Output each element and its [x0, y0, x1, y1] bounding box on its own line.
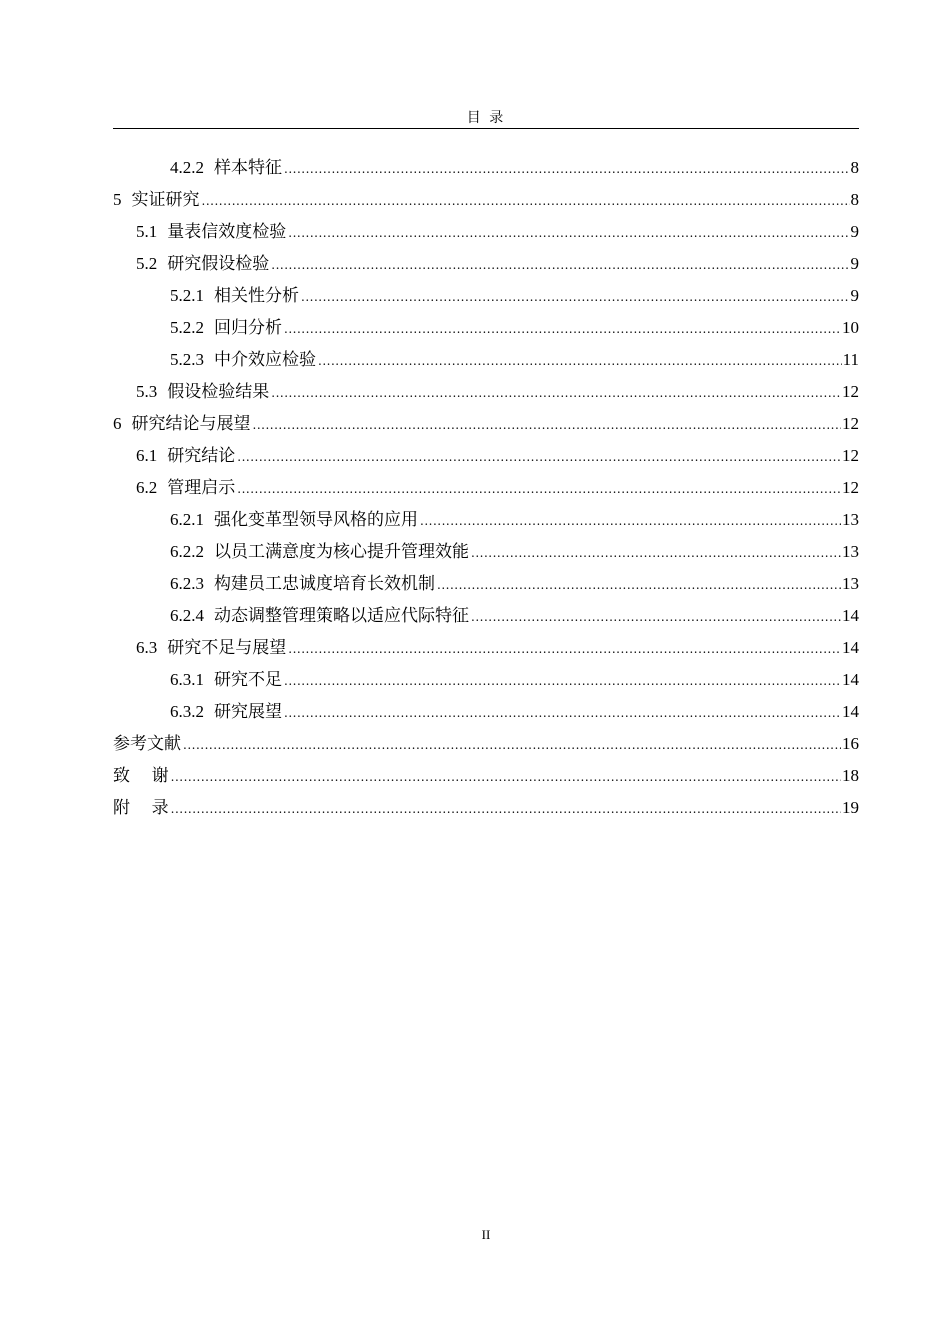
toc-entry[interactable] [113, 760, 859, 792]
toc-leader-dots [471, 601, 841, 633]
toc-leader-dots [284, 665, 841, 697]
toc-entry-page: 18 [842, 766, 859, 785]
toc-entry-number: 6.2 [136, 478, 158, 497]
toc-entry-number: 6 [113, 414, 122, 433]
toc-entry-title: 构建员工忠诚度培育长效机制 [214, 574, 435, 594]
toc-entry[interactable] [113, 792, 859, 824]
toc-entry-title: 附 录 [113, 798, 169, 818]
toc-entry-page: 11 [842, 350, 859, 369]
toc-entry-number: 6.2.4 [170, 606, 204, 625]
toc-entry-number: 6.3.1 [170, 670, 204, 689]
toc-entry-title: 研究展望 [214, 702, 282, 722]
toc-entry-page: 14 [842, 638, 859, 657]
toc-entry-page: 10 [842, 318, 859, 337]
page-header-title: 目 录 [466, 110, 506, 126]
toc-entry-title: 致 谢 [113, 766, 169, 786]
header-rule [113, 128, 859, 129]
toc-entry[interactable] [113, 280, 859, 312]
toc-entry-page: 9 [850, 286, 859, 305]
toc-entry[interactable] [113, 632, 859, 664]
toc-entry-page: 9 [850, 222, 859, 241]
toc-entry[interactable] [113, 504, 859, 536]
toc-entry-page: 12 [842, 382, 859, 401]
toc-entry[interactable] [113, 184, 859, 216]
toc-entry-page: 13 [842, 574, 859, 593]
toc-leader-dots [284, 153, 850, 185]
toc-entry-title: 实证研究 [131, 190, 200, 210]
toc-entry-title: 中介效应检验 [214, 350, 316, 370]
toc-entry-number: 6.1 [136, 446, 158, 465]
toc-leader-dots [288, 217, 849, 249]
toc-entry[interactable] [113, 408, 859, 440]
toc-entry-page: 9 [850, 254, 859, 273]
toc-leader-dots [171, 761, 841, 793]
toc-entry-title: 研究不足与展望 [167, 638, 287, 658]
toc-entry-title: 以员工满意度为核心提升管理效能 [214, 542, 469, 562]
toc-leader-dots [237, 473, 841, 505]
toc-entry-page: 8 [850, 158, 859, 177]
toc-entry[interactable] [113, 248, 859, 280]
toc-entry[interactable] [113, 696, 859, 728]
toc-entry-page: 12 [842, 414, 859, 433]
toc-entry-page: 16 [842, 734, 859, 753]
toc-entry-page: 19 [842, 798, 859, 817]
toc-entry-title: 强化变革型领导风格的应用 [214, 510, 418, 530]
toc-entry-page: 8 [850, 190, 859, 209]
toc-entry[interactable] [113, 216, 859, 248]
toc-entry-number: 4.2.2 [170, 158, 204, 177]
toc-entry-number: 5.2.3 [170, 350, 204, 369]
toc-entry[interactable] [113, 472, 859, 504]
toc-entry-title: 假设检验结果 [167, 382, 270, 402]
toc-entry[interactable] [113, 728, 859, 760]
toc-entry[interactable] [113, 664, 859, 696]
toc-entry-page: 14 [842, 670, 859, 689]
toc-leader-dots [271, 249, 849, 281]
toc-entry-title: 参考文献 [113, 734, 181, 754]
toc-entry[interactable] [113, 376, 859, 408]
toc-leader-dots [202, 185, 850, 217]
toc-leader-dots [284, 697, 841, 729]
toc-leader-dots [471, 537, 841, 569]
toc-leader-dots [420, 505, 841, 537]
toc-entry-title: 研究结论 [167, 446, 236, 466]
toc-entry-title: 样本特征 [214, 158, 282, 178]
toc-entry-number: 5.3 [136, 382, 158, 401]
toc-entry[interactable] [113, 152, 859, 184]
toc-entry-page: 12 [842, 478, 859, 497]
toc-entry-title: 回归分析 [214, 318, 282, 338]
toc-leader-dots [288, 633, 841, 665]
toc-entry[interactable] [113, 440, 859, 472]
toc-leader-dots [183, 729, 841, 761]
toc-leader-dots [271, 377, 841, 409]
toc-entry-title: 研究假设检验 [167, 254, 270, 274]
toc-entry-number: 6.3 [136, 638, 158, 657]
toc-entry-title: 研究不足 [214, 670, 282, 690]
toc-entry[interactable] [113, 600, 859, 632]
toc-leader-dots [253, 409, 842, 441]
toc-entry-number: 5.2.2 [170, 318, 204, 337]
toc-entry[interactable] [113, 312, 859, 344]
toc-leader-dots [171, 793, 841, 825]
toc-entry-number: 5.1 [136, 222, 158, 241]
toc-entry-title: 研究结论与展望 [131, 414, 251, 434]
toc-entry[interactable] [113, 568, 859, 600]
toc-entry[interactable] [113, 536, 859, 568]
toc-entry-title: 管理启示 [167, 478, 236, 498]
toc-entry-number: 6.2.2 [170, 542, 204, 561]
toc-entry-number: 6.3.2 [170, 702, 204, 721]
toc-entry-page: 12 [842, 446, 859, 465]
toc-leader-dots [237, 441, 841, 473]
toc-entry-number: 6.2.3 [170, 574, 204, 593]
toc-entry-page: 13 [842, 510, 859, 529]
toc-leader-dots [301, 281, 850, 313]
toc-entry-number: 5.2.1 [170, 286, 204, 305]
toc-entry-page: 14 [842, 702, 859, 721]
toc-entry-title: 相关性分析 [214, 286, 299, 306]
toc-leader-dots [284, 313, 841, 345]
toc-entry-page: 13 [842, 542, 859, 561]
toc-leader-dots [318, 345, 842, 377]
toc-entry[interactable] [113, 344, 859, 376]
toc-leader-dots [437, 569, 841, 601]
table-of-contents [113, 152, 859, 824]
toc-entry-number: 5.2 [136, 254, 158, 273]
toc-entry-number: 6.2.1 [170, 510, 204, 529]
toc-entry-title: 量表信效度检验 [167, 222, 287, 242]
toc-entry-title: 动态调整管理策略以适应代际特征 [214, 606, 469, 626]
page-number: II [481, 1227, 491, 1242]
toc-entry-page: 14 [842, 606, 859, 625]
toc-entry-number: 5 [113, 190, 122, 209]
